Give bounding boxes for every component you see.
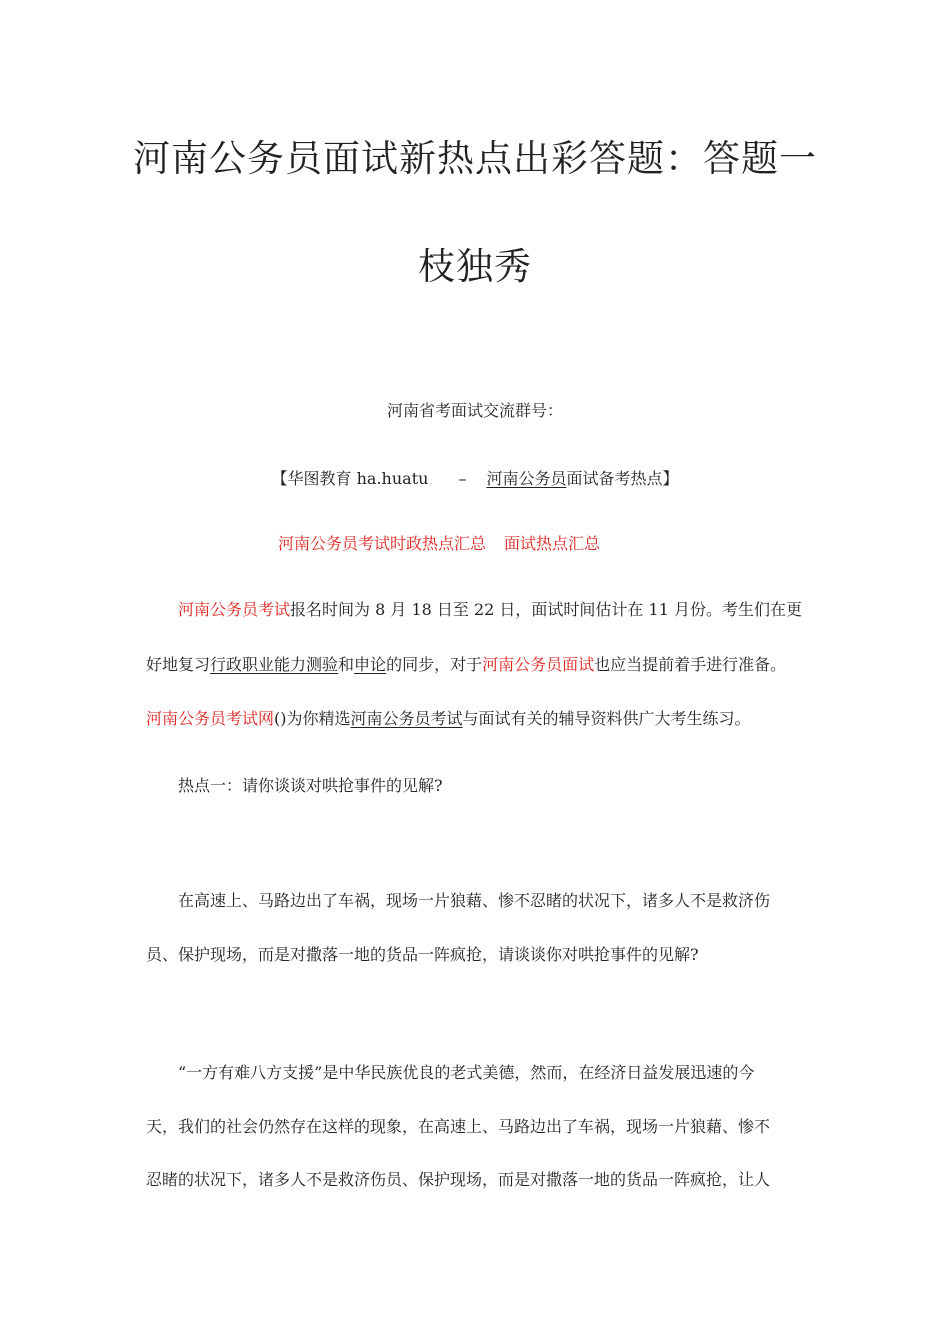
answer-line-1: “一方有难八方支援”是中华民族优良的老式美德，然而，在经济日益发展迅速的今 bbox=[178, 1063, 755, 1082]
link-henan-exam-2[interactable]: 河南公务员考试 bbox=[350, 709, 463, 728]
link-shenlun[interactable]: 申论 bbox=[354, 655, 387, 674]
link-henan-interview[interactable]: 河南公务员面试 bbox=[482, 655, 595, 674]
intro-line-1 bbox=[178, 600, 802, 620]
doc-title-line2: 枝独秀 bbox=[418, 245, 532, 288]
hot-links-line bbox=[278, 534, 600, 554]
link-xingce[interactable]: 行政职业能力测验 bbox=[210, 655, 339, 674]
brand-text: 【华图教育 ha.huatu bbox=[271, 469, 429, 488]
question-line-1: 在高速上、马路边出了车祸，现场一片狼藉、惨不忍睹的状况下，诸多人不是救济伤 bbox=[178, 891, 771, 910]
question-line-2: 员、保护现场，而是对撒落一地的货品一阵疯抢，请谈谈你对哄抢事件的见解? bbox=[146, 945, 699, 964]
brand-rest: 面试备考热点】 bbox=[566, 469, 679, 488]
answer-line-3: 忍睹的状况下，诸多人不是救济伤员、保护现场，而是对撒落一地的货品一阵疯抢，让人 bbox=[146, 1170, 771, 1189]
intro-text-3b: 与面试有关的辅导资料供广大考生练习。 bbox=[462, 709, 751, 728]
brand-dash: – bbox=[458, 469, 467, 488]
doc-title-line1: 河南公务员面试新热点出彩答题：答题一 bbox=[133, 137, 817, 180]
brand-line bbox=[0, 466, 950, 489]
brand-link-henan-civil-servant[interactable]: 河南公务员 bbox=[486, 469, 567, 488]
intro-text-2d: 也应当提前着手进行准备。 bbox=[594, 655, 787, 674]
link-henan-exam[interactable]: 河南公务员考试 bbox=[178, 600, 291, 619]
intro-text-3a: ()为你精选 bbox=[274, 709, 351, 728]
intro-text-2c: 的同步，对于 bbox=[386, 655, 483, 674]
link-henan-exam-site[interactable]: 河南公务员考试网 bbox=[146, 709, 275, 728]
intro-text-1: 报名时间为 8 月 18 日至 22 日，面试时间估计在 11 月份。考生们在更 bbox=[290, 600, 802, 619]
link-politics-hotspots[interactable]: 河南公务员考试时政热点汇总 bbox=[278, 534, 487, 553]
answer-line-2: 天，我们的社会仍然存在这样的现象，在高速上、马路边出了车祸，现场一片狼藉、惨不 bbox=[146, 1117, 771, 1136]
intro-line-3 bbox=[146, 709, 751, 729]
exchange-group-line: 河南省考面试交流群号： bbox=[386, 401, 563, 420]
link-interview-hotspots[interactable]: 面试热点汇总 bbox=[504, 534, 601, 553]
hotspot-1-heading: 热点一：请你谈谈对哄抢事件的见解? bbox=[178, 776, 443, 795]
intro-text-2b: 和 bbox=[338, 655, 355, 674]
intro-line-2 bbox=[146, 655, 786, 675]
intro-text-2a: 好地复习 bbox=[146, 655, 211, 674]
